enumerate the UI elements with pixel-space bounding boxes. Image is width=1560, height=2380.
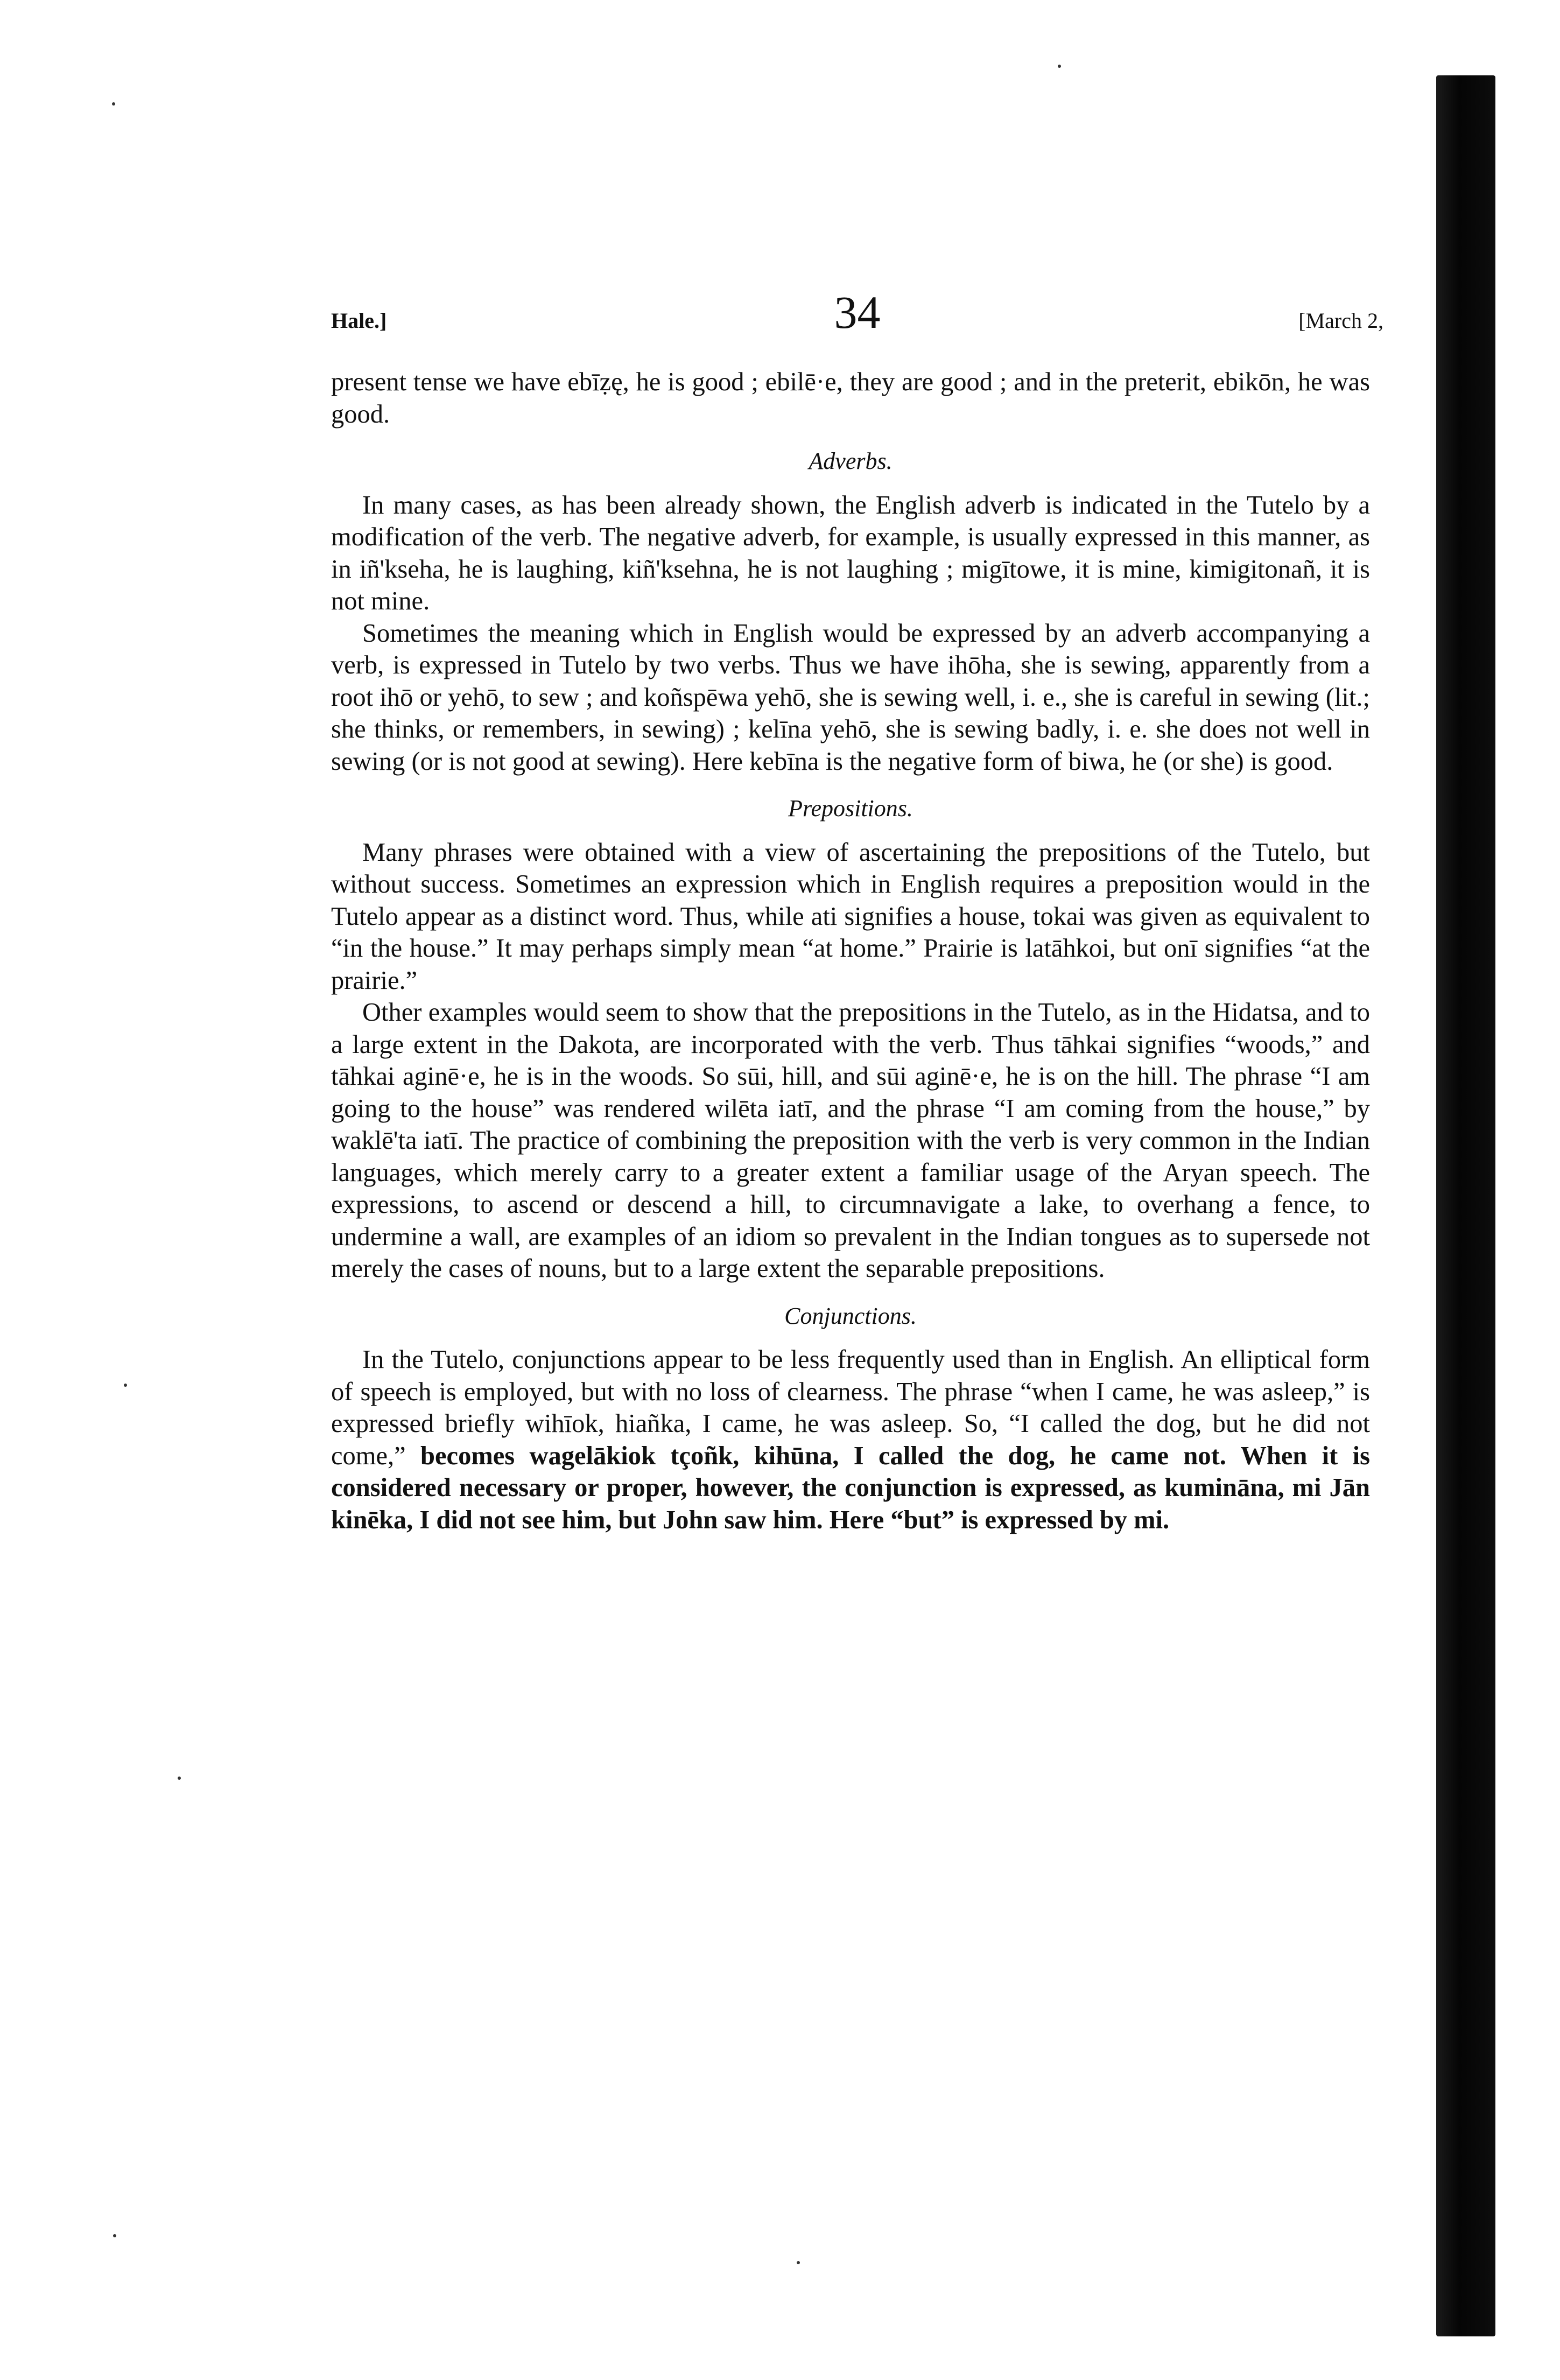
body-text [331, 366, 1370, 1536]
date-header: [March 2, [1298, 308, 1383, 333]
scan-speck [124, 1384, 127, 1387]
scan-speck [1058, 65, 1061, 68]
adverbs-paragraph-1: In many cases, as has been already shown, the English adverb is indicated in the Tutelo by a modification of the verb. The negative adverb, for example, is usually expressed in this manner, as in iñ'kseha, he is laughing, kiñ'ksehna, he is not laughing ; migītowe, it is mine, kimigitonañ, it is not mine. [331, 490, 1370, 615]
book-binding-edge [1436, 75, 1495, 2336]
prepositions-heading: Prepositions. [788, 795, 913, 822]
conjunctions-paragraph-1 [331, 1344, 1370, 1536]
running-head [331, 285, 1383, 338]
author-header: Hale.] [331, 308, 387, 333]
scan-speck [113, 2234, 116, 2237]
scan-speck [797, 2261, 800, 2264]
conjunctions-heading: Conjunctions. [784, 1302, 917, 1329]
intro-paragraph: present tense we have ebīẓę, he is good ; ebilē·e, they are good ; and in the preterit, ebikōn, he was good. [331, 368, 1370, 429]
prepositions-paragraph-1: Many phrases were obtained with a view of ascertaining the prepositions of the Tutelo, but without success. Sometimes an expression which in English requires a preposition would in the Tutelo appear as a distinct word. Thus, while ati signifies a house, tokai was given as equivalent to “in the house.” It may perhaps simply mean “at home.” Prairie is latāhkoi, but onī signifies “at the prairie.” [331, 838, 1370, 995]
page-number: 34 [834, 286, 881, 338]
conjunctions-tail: becomes wagelākiok tçoñk, kihūna, I called the dog, he came not. When it is considered necessary or proper, however, the conjunction is expressed, as kumināna, mi Jān kinēka, I did not see him, but John saw him. Here “but” is expressed by mi. [331, 1441, 1370, 1534]
prepositions-paragraph-2: Other examples would seem to show that the prepositions in the Tutelo, as in the Hidatsa, and to a large extent in the Dakota, are incorporated with the verb. Thus tāhkai signifies “woods,” and tāhkai aginē·e, he is in the woods. So sūi, hill, and sūi aginē·e, he is on the hill. The phrase “I am going to the house” was rendered wilēta iatī, and the phrase “I am coming from the house,” by waklē'ta iatī. The practice of combining the preposition with the verb is very common in the Indian languages, which merely carry to a greater extent a familiar usage of the Aryan speech. The expressions, to ascend or descend a hill, to circumnavigate a lake, to overhang a fence, to undermine a wall, are examples of an idiom so prevalent in the Indian tongues as to supersede not merely the cases of nouns, but to a large extent the separable prepositions. [331, 998, 1370, 1283]
scan-speck [112, 102, 115, 106]
scan-speck [178, 1777, 181, 1780]
adverbs-paragraph-2: Sometimes the meaning which in English would be expressed by an adverb accompanying a verb, is expressed in Tutelo by two verbs. Thus we have ihōha, she is sewing, apparently from a root ihō or yehō, to sew ; and koñspēwa yehō, she is sewing well, i. e., she is careful in sewing (lit.; she thinks, or remembers, in sewing) ; kelīna yehō, she is sewing badly, i. e. she does not well in sewing (or is not good at sewing). Here kebīna is the negative form of biwa, he (or she) is good. [331, 619, 1370, 776]
conjunctions-lead: In the Tutelo, conjunctions appear to be less frequently used than in English. An elliptical form of speech is employed, but with no loss of clearness. The phrase “when I came, he was asleep,” is expressed briefly wihīok, hiañka, I came, he was asleep. So, “I called the dog, but he did not come,” [331, 1345, 1370, 1470]
adverbs-heading: Adverbs. [809, 448, 893, 474]
